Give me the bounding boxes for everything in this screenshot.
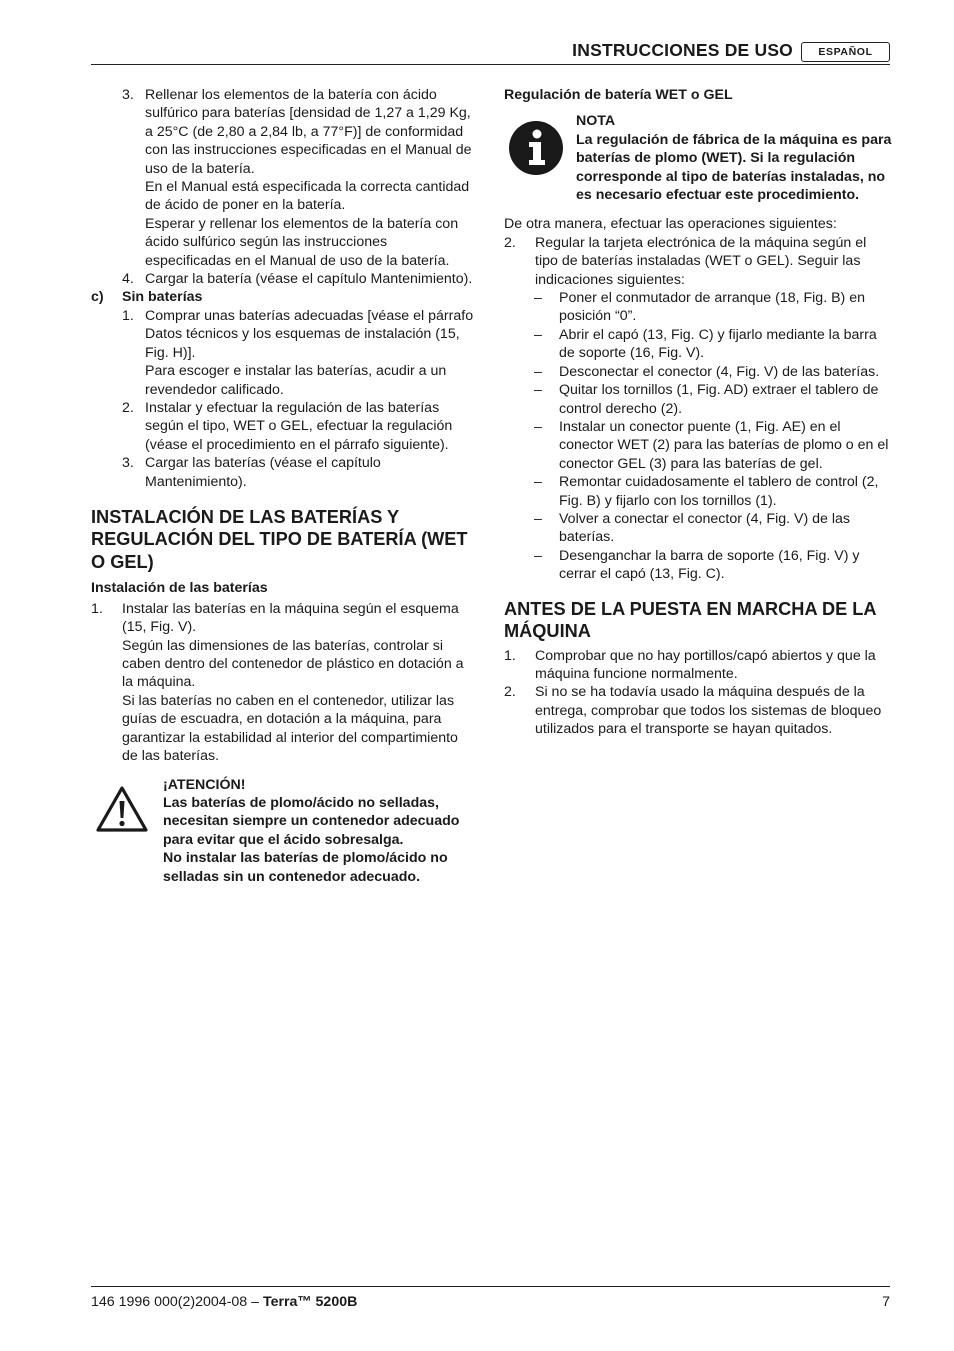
page-number: 7 — [882, 1294, 890, 1310]
dash-item: – Poner el conmutador de arranque (18, Fig. B) en posición “0”. — [534, 290, 865, 325]
page-footer — [91, 1286, 890, 1310]
list-item: 2. Instalar y efectuar la regulación de las baterías según el tipo, WET o GEL, efectuar la regulación (véase el procedimiento en el párrafo siguiente). — [122, 399, 453, 453]
warning-triangle-icon — [95, 784, 149, 834]
before-heading: ANTES DE LA PUESTA EN MARCHA DE LA MÁQUINA — [504, 598, 876, 642]
list-item: 1. Comprobar que no hay portillos/capó abiertos y que la máquina funcione normalmente. — [504, 647, 876, 682]
dash-item: – Volver a conectar el conector (4, Fig. V) de las baterías. — [534, 510, 850, 546]
dash-item: – Quitar los tornillos (1, Fig. AD) extraer el tablero de control derecho (2). — [534, 382, 879, 417]
dash-item: – Desenganchar la barra de soporte (16, Fig. V) y cerrar el capó (13, Fig. C). — [534, 547, 860, 583]
left-column — [91, 86, 476, 886]
warning-notice: ¡ATENCIÓN! Las baterías de plomo/ácido no selladas, necesitan siempre un contenedor adecuado para evitar que el ácido sobresalga. No instalar las baterías de plomo/ácido no selladas sin un contenedor adecuado. — [91, 776, 476, 886]
list-item: 3. Rellenar los elementos de la batería con ácido sulfúrico para baterías [densidad de 1,27 a 1,29 Kg, a 25°C (de 2,80 a 2,84 lb, a 77°F)] de conformidad con las instrucciones especificadas en el Manual de uso de la batería. En el Manual está especificada la correcta cantidad de ácido de poner en la batería. Esperar y rellenar los elementos de la batería con ácido sulfúrico según las instrucciones especificadas en el Manual de uso de la batería. — [122, 87, 472, 269]
info-notice: NOTA La regulación de fábrica de la máquina es para baterías de plomo (WET). Si la regulación corresponde al tipo de baterías instaladas, no es necesario efectuar este procedimiento. — [504, 112, 892, 204]
list-item: 4. Cargar la batería (véase el capítulo Mantenimiento). — [122, 271, 473, 288]
right-column — [504, 86, 892, 739]
header-title: INSTRUCCIONES DE USO — [572, 40, 793, 60]
dash-item: – Desconectar el conector (4, Fig. V) de las baterías. — [534, 363, 880, 380]
otherwise-text: De otra manera, efectuar las operaciones siguientes: — [504, 216, 837, 233]
install-heading: INSTALACIÓN DE LAS BATERÍAS Y REGULACIÓN DEL TIPO DE BATERÍA (WET O GEL) — [91, 506, 468, 572]
dash-item: – Instalar un conector puente (1, Fig. AE) en el conector WET (2) para las baterías de plomo o en el conector GEL (3) para las baterías de gel. — [534, 418, 889, 472]
list-item: 2. Si no se ha todavía usado la máquina después de la entrega, comprobar que todos los sistemas de bloqueo utilizados para el transporte se hayan quitados. — [504, 684, 882, 738]
list-item: 1. Comprar unas baterías adecuadas [véase el párrafo Datos técnicos y los esquemas de instalación (15, Fig. H)]. Para escoger e instalar las baterías, acudir a un revendedor calificado. — [122, 307, 474, 398]
dash-item: – Abrir el capó (13, Fig. C) y fijarlo mediante la barra de soporte (16, Fig. V). — [534, 326, 877, 362]
section-c-heading: c) Sin baterías — [91, 289, 203, 306]
list-item: 3. Cargar las baterías (véase el capítulo Mantenimiento). — [122, 455, 381, 490]
page-header — [91, 39, 890, 65]
dash-item: – Remontar cuidadosamente el tablero de control (2, Fig. B) y fijarlo con los tornillos (1). — [534, 474, 879, 509]
regulation-heading: Regulación de batería WET o GEL — [504, 87, 733, 103]
list-item: 2. Regular la tarjeta electrónica de la máquina según el tipo de baterías instaladas (WET o GEL). Seguir las indicaciones siguientes: — [504, 234, 867, 288]
footer-doc: 146 1996 000(2)2004-08 – Terra™ 5200B — [91, 1294, 358, 1310]
language-badge: ESPAÑOL — [801, 42, 890, 62]
install-subheading: Instalación de las baterías — [91, 580, 268, 597]
list-item: 1. Instalar las baterías en la máquina según el esquema (15, Fig. V). Según las dimensiones de las baterías, controlar si caben dentro del contenedor de plástico en dotación a la máquina. Si las baterías no caben en el contenedor, utilizar las guías de escuadra, en dotación a la máquina, para garantizar la estabilidad al interior del compartimiento de las baterías. — [91, 600, 464, 765]
info-circle-icon — [506, 118, 566, 178]
